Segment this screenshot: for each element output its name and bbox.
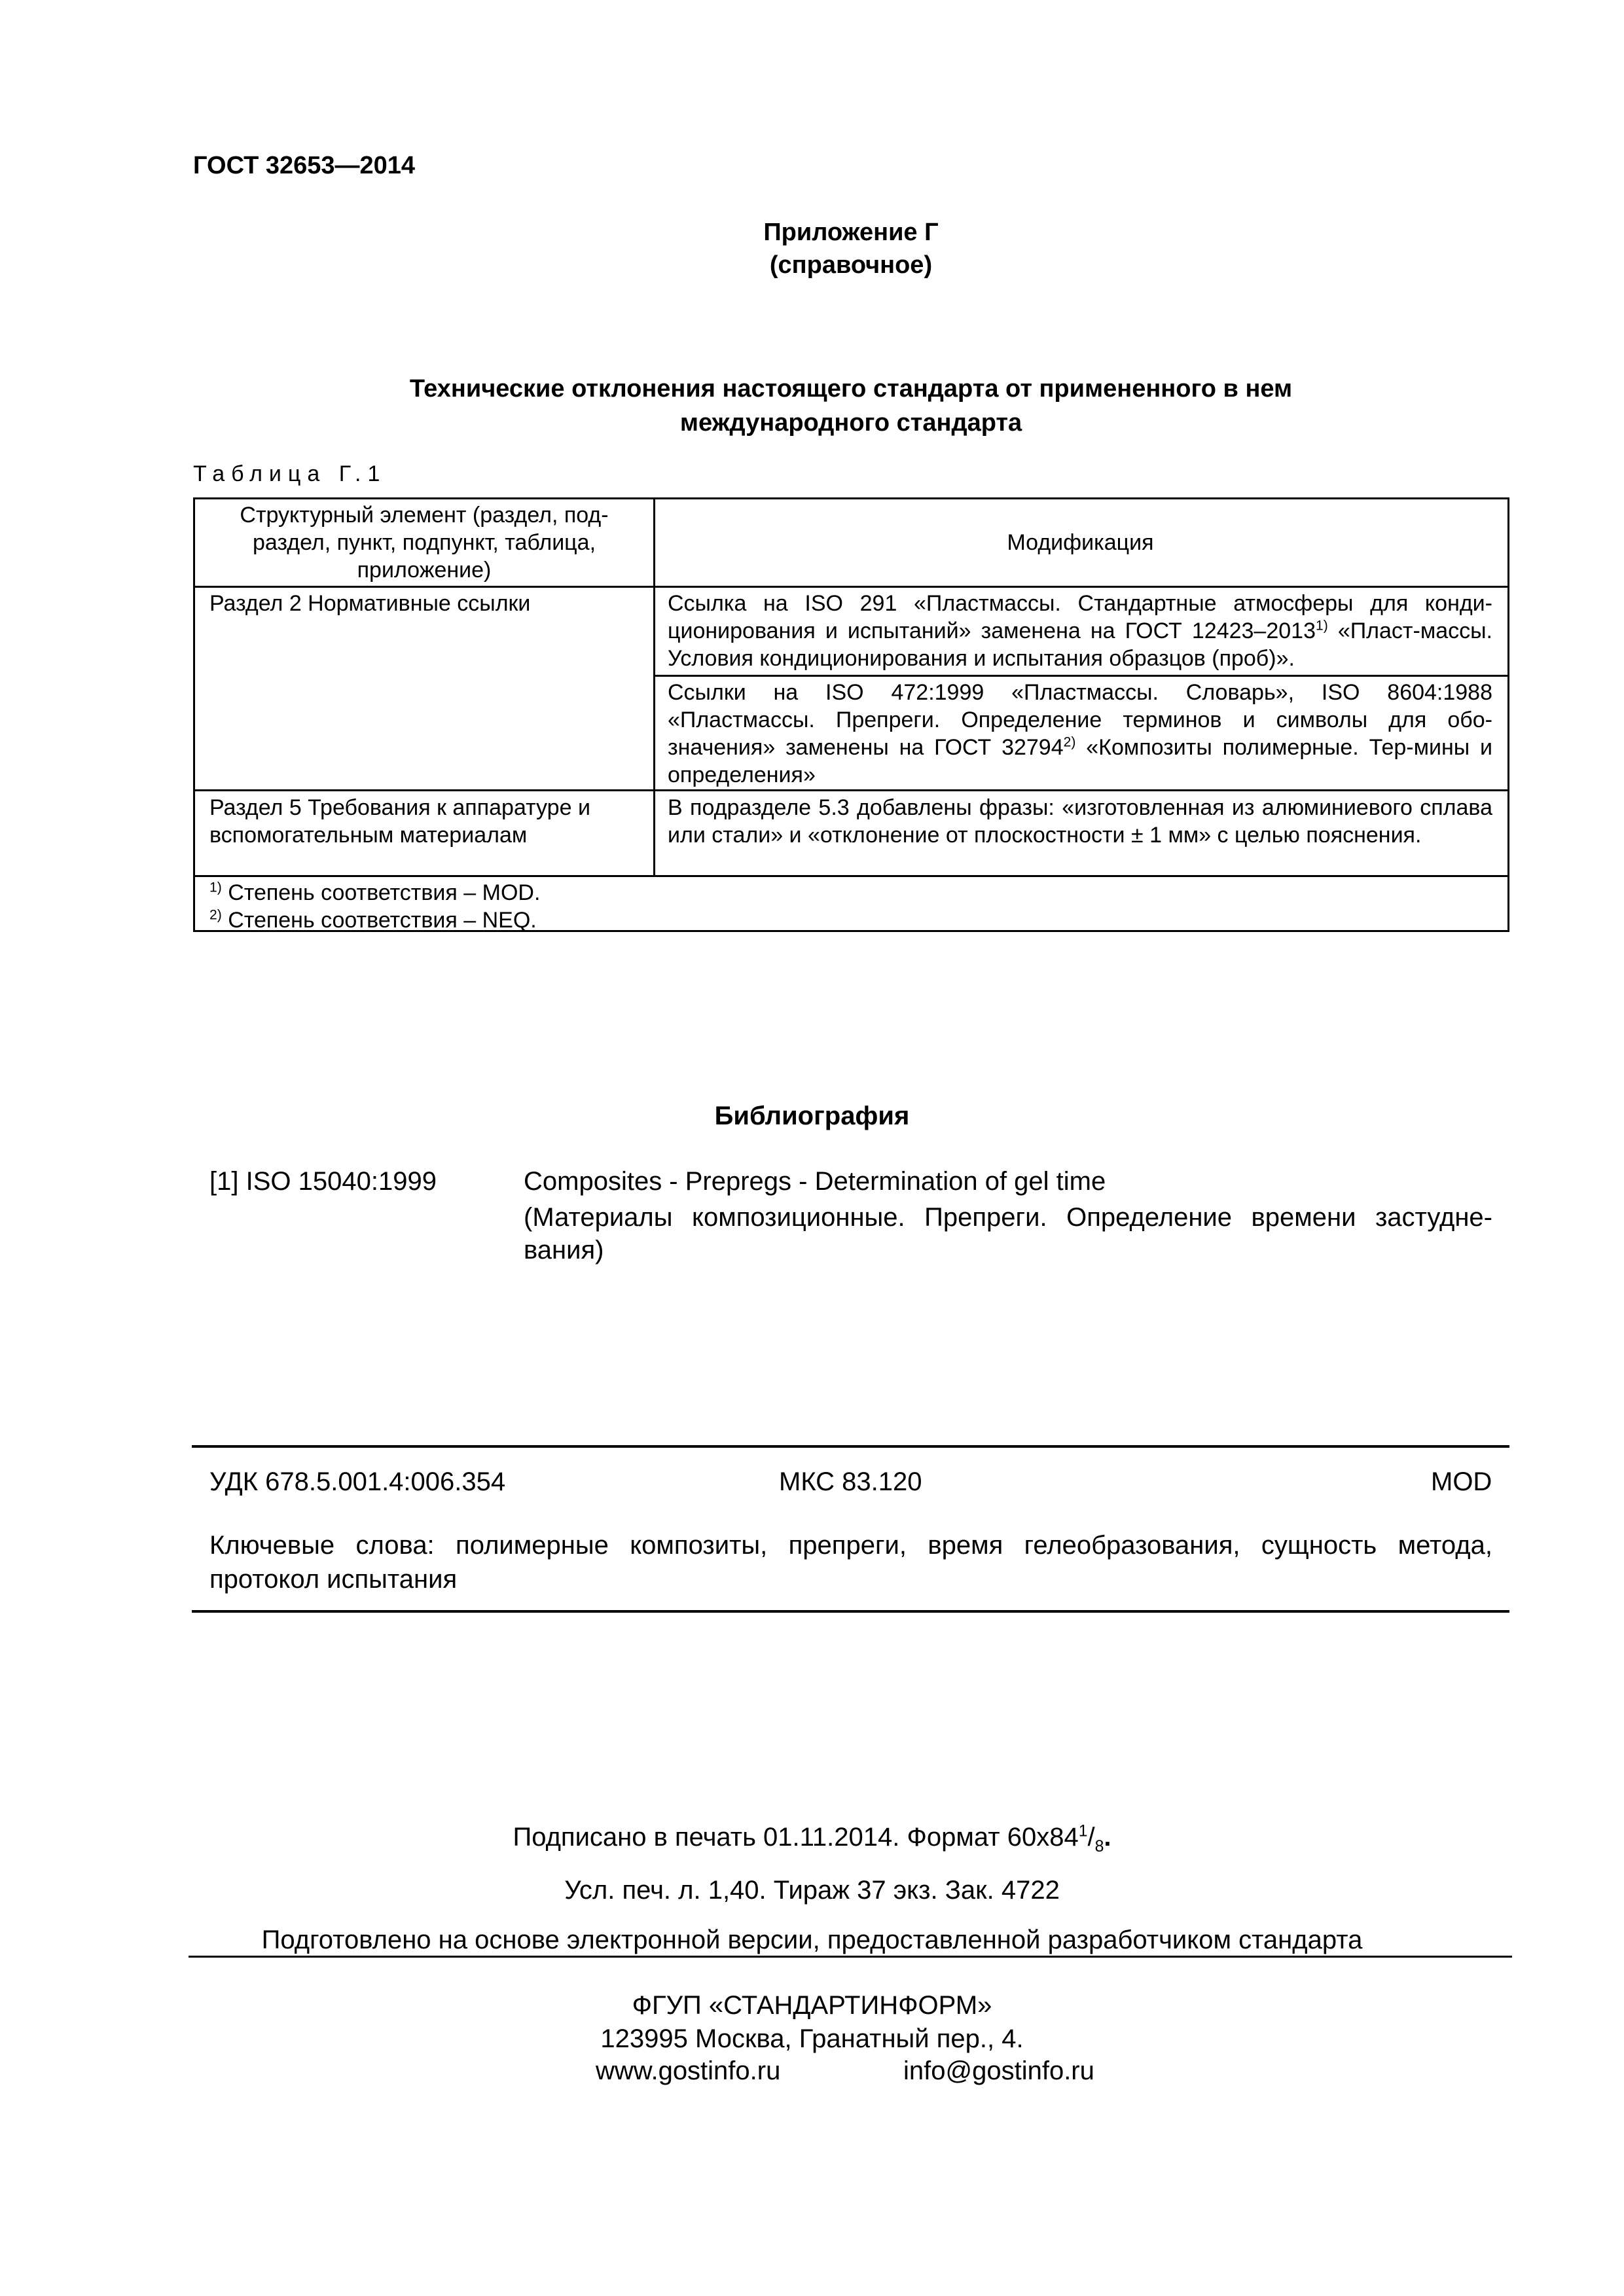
table-subrow-divider <box>653 675 1507 677</box>
annex-type: (справочное) <box>769 251 933 279</box>
publisher-address: 123995 Москва, Гранатный пер., 4. <box>600 2024 1024 2053</box>
mks-code: МКС 83.120 <box>779 1467 922 1496</box>
print-details-line: Усл. печ. л. 1,40. Тираж 37 экз. Зак. 4722 <box>564 1876 1060 1905</box>
udk-code: УДК 678.5.001.4:006.354 <box>209 1467 506 1496</box>
table-row-1-element: Раздел 2 Нормативные ссылки <box>209 591 531 616</box>
bibliography-title-ru: (Материалы композиционные. Препреги. Определение времени застудне-вания) <box>524 1203 1492 1265</box>
bibliography-ref: [1] ISO 15040:1999 <box>209 1167 437 1196</box>
annex-title <box>655 216 1047 281</box>
table-footnote-2: $^{2)}$ Степень соответствия – NEQ. <box>209 907 537 933</box>
harmonization-code: MOD <box>1431 1467 1492 1496</box>
table-heading-line-2: международного стандарта <box>679 409 1022 437</box>
keywords: Ключевые слова: полимерные композиты, препреги, время гелеобразования, сущность метода, протокол испытания <box>209 1531 1492 1594</box>
table-header-modification: Модификация <box>1007 530 1154 555</box>
classification-bottom-rule <box>192 1610 1509 1613</box>
publisher-email-link[interactable]: info@gostinfo.ru <box>903 2056 1094 2085</box>
annex-name: Приложение Г <box>763 219 939 246</box>
print-signed-line: Подписано в печать 01.11.2014. Формат $60x84^1/_8$. <box>513 1822 1111 1856</box>
table-row-divider <box>195 789 1507 791</box>
table-row-1-mod-1: Ссылка на ISO 291 «Пластмассы. Стандартные атмосферы для конди-ционирования и испытаний» заменена на ГОСТ 12423–2013$^{1)}$ «Пласт-массы. Условия кондиционирования и испытания образцов (проб)». <box>668 591 1492 671</box>
table-header-element: Структурный элемент (раздел, под-раздел, пункт, подпункт, таблица, приложение) <box>240 503 609 583</box>
table-row-2-mod: В подразделе 5.3 добавлены фразы: «изготовленная из алюминиевого сплава или стали» и «отклонение от плоскостности ± 1 мм» с целью пояснения. <box>668 795 1492 848</box>
table-row-1-mod-2: Ссылки на ISO 472:1999 «Пластмассы. Словарь», ISO 8604:1988 «Пластмассы. Препреги. Определение терминов и символы для обо-значения» заменены на ГОСТ 32794$^{2)}$ «Композиты полимерные. Тер-мины и определения» <box>668 680 1492 787</box>
table-footnote-divider <box>195 875 1507 877</box>
deviations-table <box>193 497 1509 932</box>
publisher-website-link[interactable]: www.gostinfo.ru <box>596 2056 781 2085</box>
bibliography-title-en: Composites - Prepregs - Determination of gel time <box>524 1167 1106 1196</box>
table-header-divider <box>195 586 1507 588</box>
table-row-2-element: Раздел 5 Требования к аппаратуре и вспомогательным материалам <box>209 795 590 848</box>
publisher-name: ФГУП «СТАНДАРТИНФОРМ» <box>632 1991 992 2020</box>
prepared-note: Подготовлено на основе электронной версии, предоставленной разработчиком стандарта <box>261 1926 1363 1954</box>
imprint-rule <box>189 1956 1512 1958</box>
table-heading <box>314 372 1388 440</box>
table-column-divider <box>653 499 655 875</box>
table-heading-line-1: Технические отклонения настоящего стандарта от примененного в нем <box>409 375 1293 403</box>
document-code: ГОСТ 32653—2014 <box>193 152 416 179</box>
table-label: Таблица Г.1 <box>193 461 387 486</box>
bibliography-title: Библиография <box>714 1102 910 1130</box>
table-footnote-1: $^{1)}$ Степень соответствия – MOD. <box>209 880 541 905</box>
classification-top-rule <box>192 1445 1509 1448</box>
